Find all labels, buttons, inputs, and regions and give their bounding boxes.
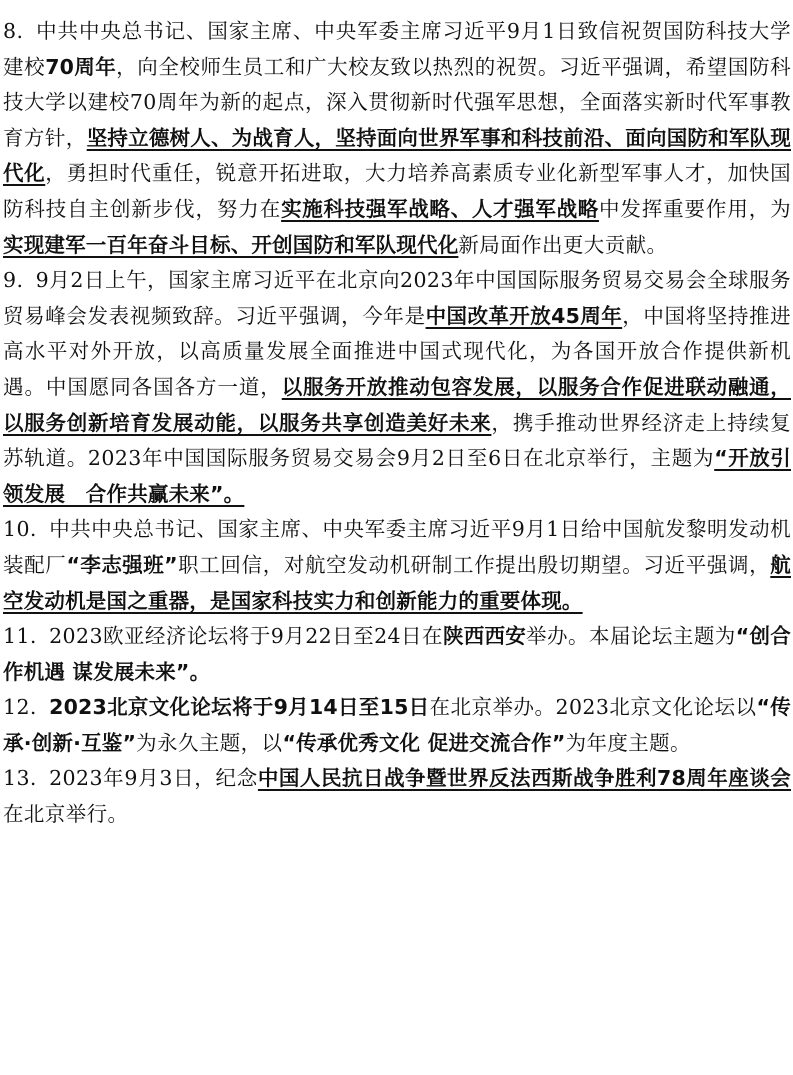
text-segment-bold: 2023北京文化论坛将于9月14日至15日 — [49, 695, 430, 720]
text-segment-bold: 70周年 — [45, 54, 117, 79]
item-number: 12. — [3, 695, 37, 720]
text-segment: 为年度主题。 — [565, 730, 691, 755]
news-item-13 — [3, 761, 791, 832]
item-number: 13. — [3, 766, 37, 791]
text-segment: ，中国将坚持推进高水平对外开放，以高质量发展全面推进中国式现代化，为各国开放合作提供新机遇。中国愿同各国各方一道， — [3, 303, 791, 399]
news-item-12 — [3, 690, 791, 761]
text-segment-bold: “创合作机遇 谋发展未来”。 — [3, 624, 791, 684]
text-segment: 举办。本届论坛主题为 — [526, 624, 736, 649]
news-item-10 — [3, 512, 791, 619]
text-segment-bold: 陕西西安 — [442, 624, 527, 649]
text-segment: ，勇担时代重任，锐意开拓进取，大力培养高素质专业化新型军事人才，加快国防科技自主创新步伐，努力在 — [3, 161, 792, 221]
item-number: 11. — [3, 624, 37, 649]
text-segment-bold: “李志强班” — [66, 552, 178, 577]
text-segment: 在北京举行。 — [3, 802, 129, 827]
text-segment: ，携手推动世界经济走上持续复苏轨道。2023年中国国际服务贸易交易会9月2日至6日在北京举行，主题为 — [3, 410, 791, 471]
text-segment-bold: “传承优秀文化 促进交流合作” — [282, 730, 566, 755]
text-segment-bold: “传承·创新·互鉴” — [3, 695, 791, 755]
text-segment-key-point: 以服务开放推动包容发展，以服务合作促进联动融通，以服务创新培育发展动能，以服务共享创造美好未来 — [3, 374, 791, 435]
text-segment-key-point: “开放引领发展 合作共赢未来”。 — [3, 446, 791, 506]
text-segment: 职工回信，对航空发动机研制工作提出殷切期望。习近平强调， — [177, 552, 771, 577]
text-segment: 新局面作出更大贡献。 — [458, 232, 668, 257]
item-number: 10. — [3, 517, 37, 542]
text-segment: 中共中央总书记、国家主席、中央军委主席习近平9月1日给中国航发黎明发动机装配厂 — [3, 517, 791, 577]
text-segment: 2023年9月3日，纪念 — [49, 766, 258, 791]
text-segment: 中共中央总书记、国家主席、中央军委主席习近平9月1日致信祝贺国防科技大学建校 — [3, 19, 791, 79]
text-segment: 为永久主题，以 — [136, 730, 283, 755]
item-number: 8. — [3, 19, 24, 43]
news-item-9 — [3, 263, 791, 512]
news-item-11 — [3, 619, 791, 690]
text-segment-key-point: 坚持立德树人、为战育人，坚持面向世界军事和科技前沿、面向国防和军队现代化 — [3, 125, 791, 186]
text-segment: 中发挥重要作用，为 — [598, 196, 791, 221]
news-item-8 — [3, 14, 791, 263]
text-segment-key-point: 航空发动机是国之重器，是国家科技实力和创新能力的重要体现。 — [3, 552, 791, 613]
text-segment-key-point: 实现建军一百年奋斗目标、开创国防和军队现代化 — [3, 232, 459, 257]
text-segment: 2023欧亚经济论坛将于9月22日至24日在 — [49, 624, 443, 649]
text-segment-key-point: 实施科技强军战略、人才强军战略 — [281, 196, 599, 221]
text-segment: 在北京举办。2023北京文化论坛以 — [429, 695, 757, 720]
item-number: 9. — [3, 268, 24, 293]
text-segment-key-point: 中国人民抗日战争暨世界反法西斯战争胜利78周年座谈会 — [257, 766, 791, 791]
text-segment-key-point: 中国改革开放45周年 — [425, 303, 623, 328]
text-segment: ，向全校师生员工和广大校友致以热烈的祝贺。习近平强调，希望国防科技大学以建校70周年为新的起点，深入贯彻新时代强军思想，全面落实新时代军事教育方针， — [3, 54, 791, 150]
text-segment: 9月2日上午，国家主席习近平在北京向2023年中国国际服务贸易交易会全球服务贸易峰会发表视频致辞。习近平强调，今年是 — [3, 268, 791, 328]
